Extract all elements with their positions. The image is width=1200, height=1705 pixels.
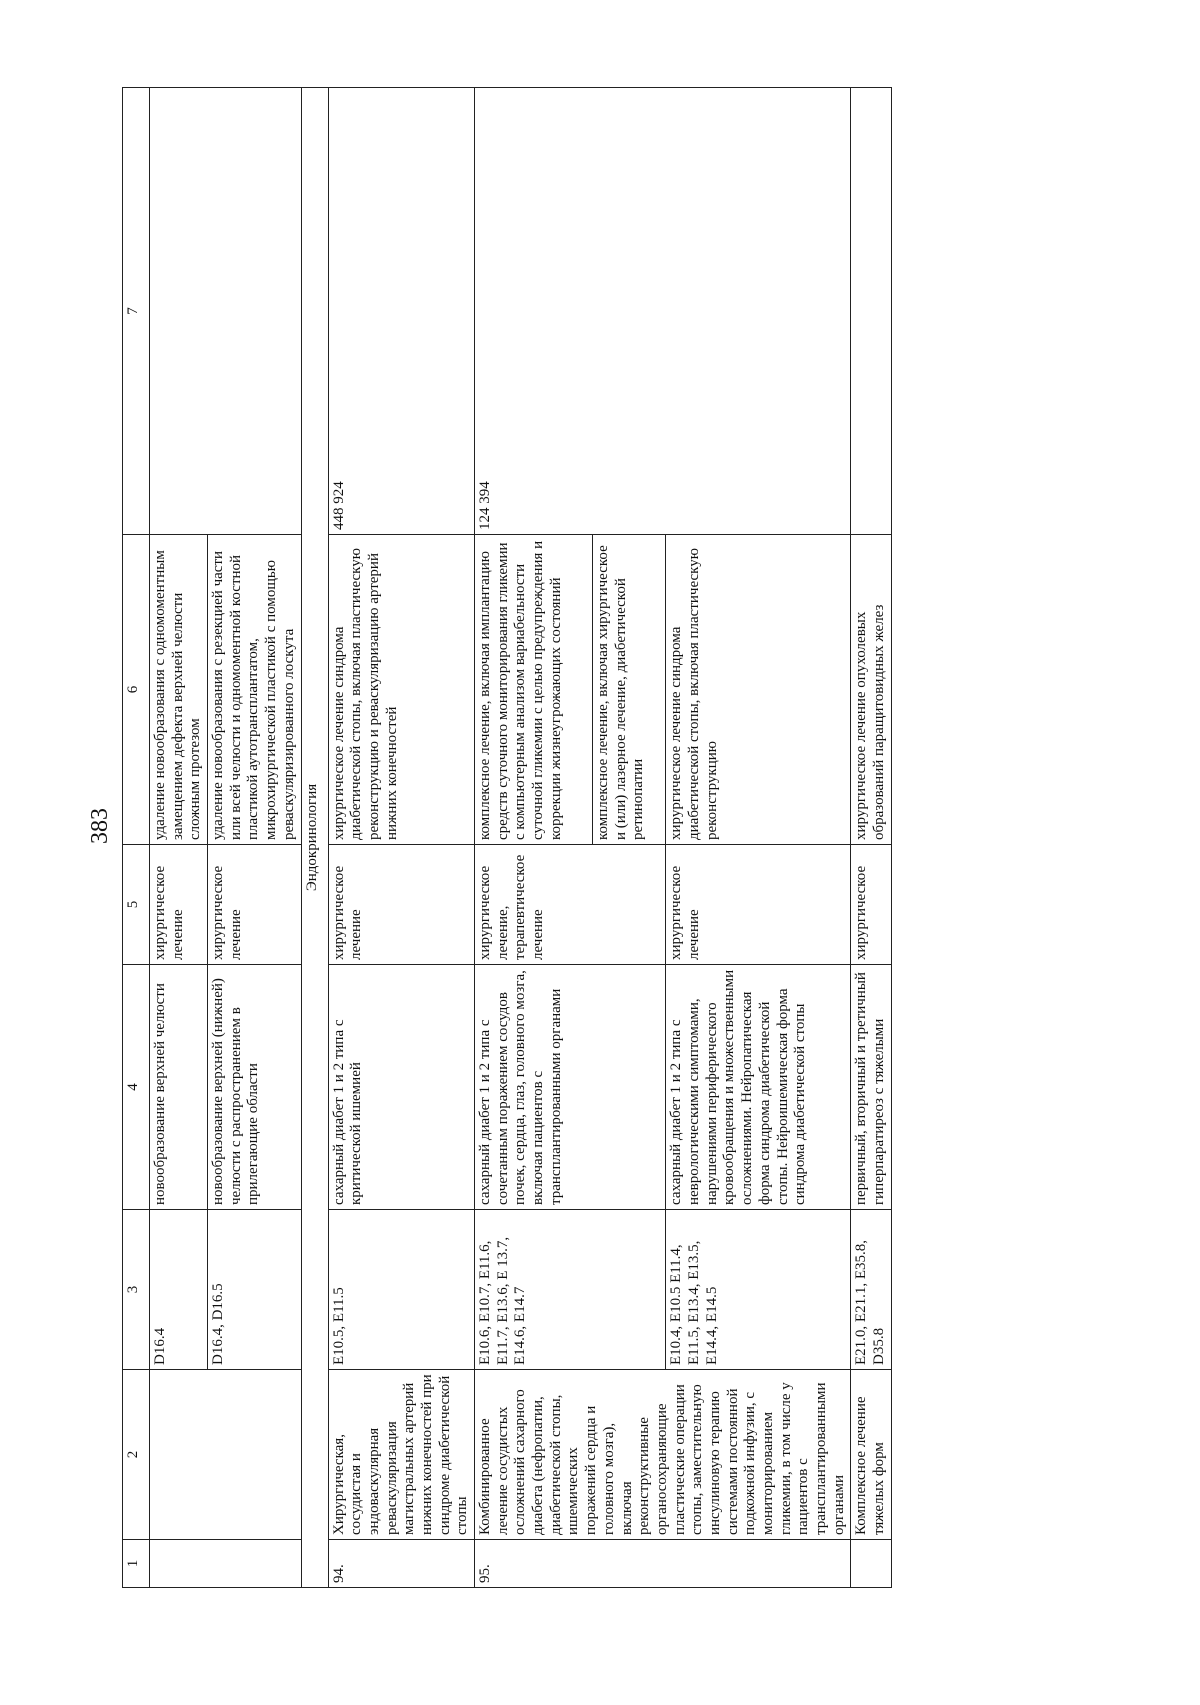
row-number: 95. [475,1540,851,1588]
treatment-type: хирургическое лечение [328,845,475,965]
icd-codes: D16.4 [150,1210,208,1370]
treatment-type: хирургическое [851,845,891,965]
icd-codes: E10.5, E11.5 [328,1210,475,1370]
treatment-type: хирургическое лечение [208,845,301,965]
patient-model: сахарный диабет 1 и 2 типа с сочетанным поражением сосудов почек, сердца, глаз, головного мозга, включая пациентов с трансплантированными органами [475,965,666,1210]
column-header: 2 [123,1370,150,1540]
treatment-type: хирургическое лечение [666,845,851,965]
service-name: Хирургическая, сосудистая и эндоваскулярная реваскуляризация магистральных артерий нижних конечностей при синдроме диабетической стопы [328,1370,475,1540]
patient-model: сахарный диабет 1 и 2 типа с критической ишемией [328,965,475,1210]
services-table [122,87,892,1588]
column-header: 3 [123,1210,150,1370]
treatment-method: комплексное лечение, включая имплантацию средств суточного мониторирования гликемии с компьютерным анализом вариабельности суточной гликемии с целью предупреждения и коррекции жизнеугрожающих состояний [475,535,593,845]
section-row [301,88,328,1588]
table-row [150,88,208,1588]
treatment-method: хирургическое лечение синдрома диабетической стопы, включая пластическую реконструкцию [666,535,851,845]
column-header-row [123,88,150,1588]
section-title: Эндокринология [301,88,328,1588]
table-row-94 [328,88,475,1588]
icd-codes: E10.6, E10.7, E11.6, E11.7, E13.6, E 13.7, E14.6, E14.7 [475,1210,666,1370]
treatment-method: комплексное лечение, включая хирургическое и (или) лазерное лечение, диабетической ретинопатии [593,535,666,845]
column-header: 1 [123,1540,150,1588]
rotated-page-content [122,88,1082,1588]
patient-model: новообразование верхней (нижней) челюсти с распространением в прилегающие области [208,965,301,1210]
icd-codes: E10.4, E10.5 E11.4, E11.5, E13.4, E13.5, E14.4, E14.5 [666,1210,851,1370]
column-header: 4 [123,965,150,1210]
patient-model: новообразование верхней челюсти [150,965,208,1210]
column-header: 6 [123,535,150,845]
treatment-method: удаление новообразования с резекцией части или всей челюсти и одномоментной костной пластикой аутотрансплантатом, микрохирургической пластикой с помощью реваскуляризированного лоскута [208,535,301,845]
treatment-method: хирургическое лечение опухолевых образований паращитовидных желез [851,535,891,845]
service-name: Комплексное лечение тяжелых форм [851,1370,891,1540]
icd-codes: D16.4, D16.5 [208,1210,301,1370]
cost: 124 394 [475,88,851,535]
service-name: Комбинированное лечение сосудистых осложнений сахарного диабета (нефропатии, диабетической стопы, ишемических поражений сердца и головного мозга), включая реконструктивные органосохраняющие пластические операции стопы, заместительную инсулиновую терапию системами постоянной подкожной инфузии, с мониторированием гликемии, в том числе у пациентов с трансплантированными органами [475,1370,851,1540]
treatment-method: хирургическое лечение синдрома диабетической стопы, включая пластическую реконструкцию и реваскуляризацию артерий нижних конечностей [328,535,475,845]
treatment-type: хирургическое лечение [150,845,208,965]
column-header: 7 [123,88,150,535]
table-row-95 [475,88,593,1588]
page-number: 383 [87,808,113,844]
table-row-96 [851,88,891,1588]
cost: 448 924 [328,88,475,535]
icd-codes: E21.0, E21.1, E35.8, D35.8 [851,1210,891,1370]
patient-model: первичный, вторичный и третичный гиперпаратиреоз с тяжелыми [851,965,891,1210]
row-number: 94. [328,1540,475,1588]
column-header: 5 [123,845,150,965]
treatment-method: удаление новообразования с одномоментным замещением дефекта верхней челюсти сложным протезом [150,535,208,845]
treatment-type: хирургическое лечение, терапевтическое лечение [475,845,666,965]
patient-model: сахарный диабет 1 и 2 типа с неврологическими симптомами, нарушениями периферического кровообращения и множественными осложнениями. Нейропатическая форма синдрома диабетической стопы. Нейроишемическая форма синдрома диабетической стопы [666,965,851,1210]
